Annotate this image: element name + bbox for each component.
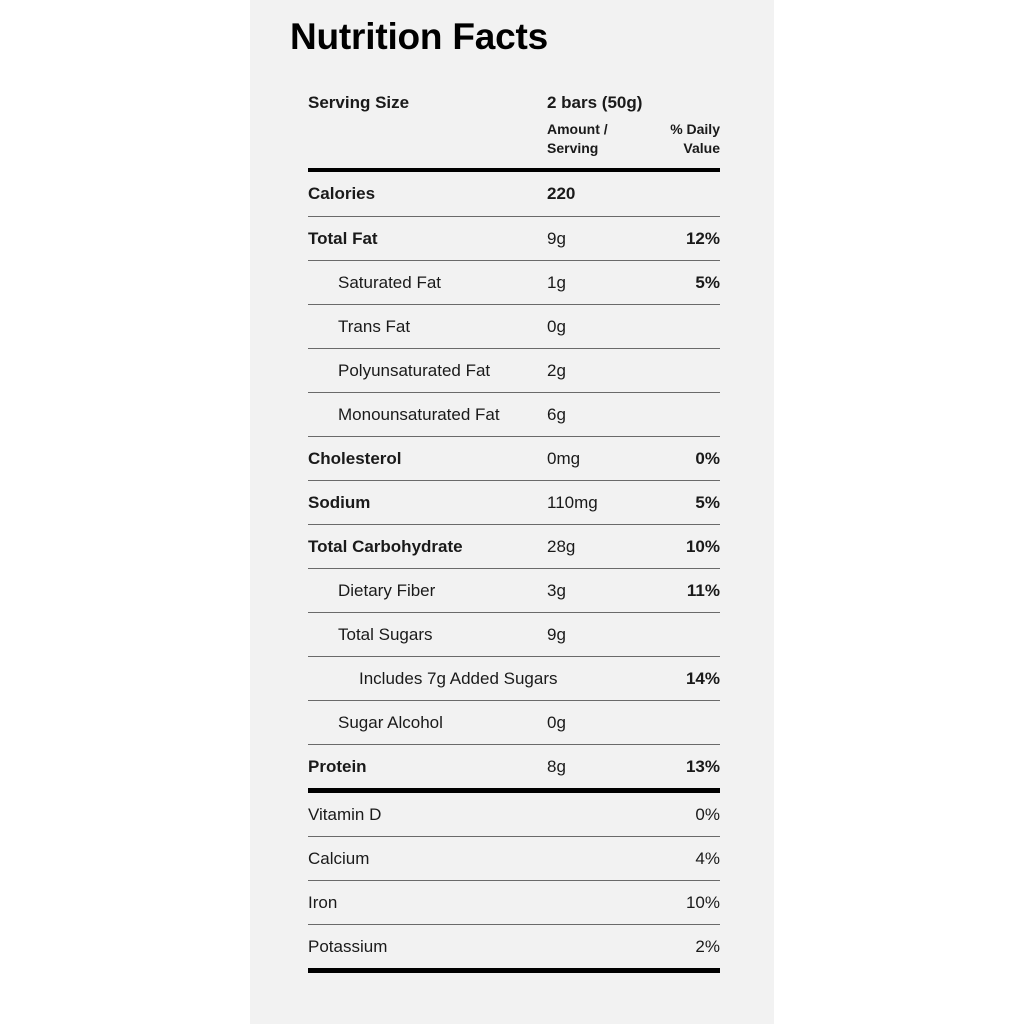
nutrient-amount: 0mg [547,448,581,468]
nutrient-name: Total Sugars [338,624,433,644]
nutrient-daily-value: 11% [686,580,720,600]
nutrient-amount: 9g [547,624,566,644]
vitamin-daily-value: 10% [685,892,720,912]
nutrient-row-polyunsaturated-fat [308,349,720,393]
calories-value: 220 [547,184,576,203]
nutrient-row-saturated-fat [308,261,720,305]
column-headers [308,118,720,168]
nutrient-row-protein [308,745,720,788]
nutrient-row-added-sugars [308,657,720,701]
nutrient-daily-value: 12% [685,228,720,248]
nutrient-amount: 28g [547,536,576,556]
nutrient-daily-value: 5% [695,272,720,292]
vitamin-name: Potassium [308,936,388,956]
nutrient-name: Saturated Fat [338,272,442,292]
nutrition-panel [250,0,774,1024]
nutrient-row-sodium [308,481,720,525]
serving-size-label: Serving Size [308,93,410,112]
amount-header: Amount / Serving [547,121,608,156]
page-title: Nutrition Facts [290,16,549,57]
calories-row [308,172,720,217]
thick-divider [308,968,720,973]
nutrient-daily-value: 10% [685,536,720,556]
nutrient-row-sugar-alcohol [308,701,720,745]
nutrient-name: Dietary Fiber [338,580,436,600]
nutrient-amount: 6g [547,404,566,424]
serving-size-row [308,88,720,118]
nutrient-name: Sugar Alcohol [338,712,443,732]
nutrient-amount: 8g [547,756,566,776]
nutrient-name: Protein [308,756,367,776]
nutrient-row-total-sugars [308,613,720,657]
nutrient-amount: 0g [547,712,566,732]
nutrient-amount: 3g [547,580,566,600]
nutrient-name: Total Fat [308,228,378,248]
nutrient-name: Cholesterol [308,448,402,468]
nutrient-amount: 110mg [547,492,598,512]
vitamin-row-iron [308,881,720,925]
vitamin-name: Vitamin D [308,804,382,824]
calories-label: Calories [308,184,376,203]
vitamin-daily-value: 2% [695,936,720,956]
nutrient-row-dietary-fiber [308,569,720,613]
nutrient-name: Sodium [308,492,371,512]
vitamin-row-calcium [308,837,720,881]
nutrient-daily-value: 0% [695,448,720,468]
nutrient-row-trans-fat [308,305,720,349]
nutrient-name: Polyunsaturated Fat [338,360,491,380]
vitamin-name: Iron [308,892,338,912]
serving-size-value: 2 bars (50g) [547,93,643,112]
nutrient-daily-value: 14% [685,668,720,688]
nutrient-amount: 2g [547,360,566,380]
vitamin-name: Calcium [308,848,370,868]
daily-value-header: % Daily Value [670,121,720,156]
nutrient-name: Includes 7g Added Sugars [359,668,558,688]
nutrient-name: Monounsaturated Fat [338,404,500,424]
nutrient-amount: 9g [547,228,566,248]
nutrition-label [308,88,720,973]
nutrient-name: Trans Fat [338,316,411,336]
nutrient-row-total-fat [308,217,720,261]
vitamin-row-vitamin-d [308,793,720,837]
nutrient-daily-value: 5% [695,492,720,512]
nutrient-amount: 0g [547,316,566,336]
nutrient-row-total-carbohydrate [308,525,720,569]
nutrient-amount: 1g [547,272,566,292]
vitamin-daily-value: 0% [695,804,720,824]
vitamin-daily-value: 4% [695,848,720,868]
nutrient-row-cholesterol [308,437,720,481]
nutrient-row-monounsaturated-fat [308,393,720,437]
nutrient-name: Total Carbohydrate [308,536,463,556]
nutrient-daily-value: 13% [685,756,720,776]
vitamin-row-potassium [308,925,720,968]
